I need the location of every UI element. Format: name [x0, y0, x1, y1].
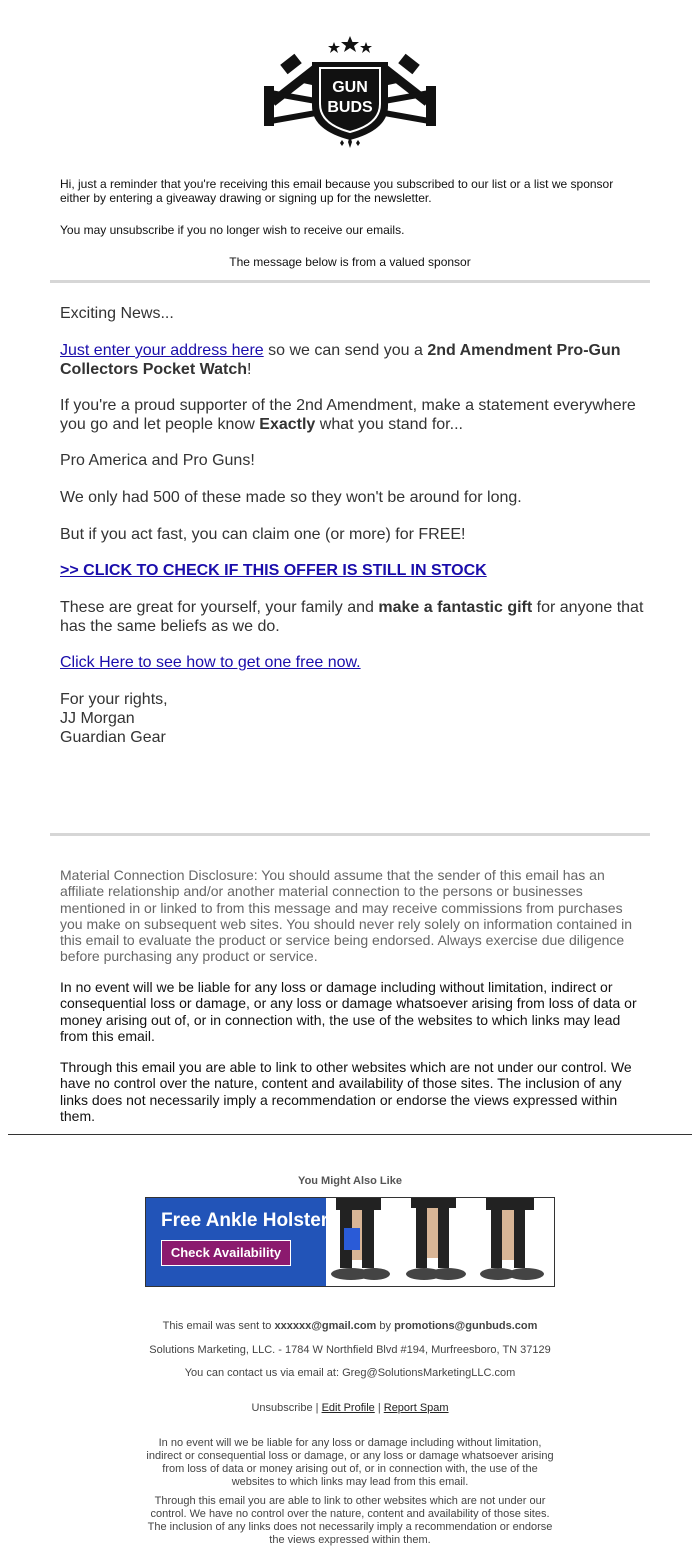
check-availability-button[interactable]: Check Availability: [161, 1240, 291, 1266]
recipient-email: xxxxxx@gmail.com: [274, 1320, 377, 1332]
divider-top: [50, 280, 650, 283]
paragraph-3: Pro America and Pro Guns!: [60, 452, 255, 469]
sent-to-line: [140, 1320, 560, 1333]
link-separator: |: [374, 1402, 384, 1414]
subscription-notice: Hi, just a reminder that you're receiving this email because you subscribed to our list or a list we sponsor either by entering a giveaway drawing or signing up for the newsletter.: [60, 177, 614, 205]
also-like-heading: You Might Also Like: [298, 1175, 402, 1187]
material-disclosure: Material Connection Disclosure: You should assume that the sender of this email has an affiliate relationship and/or another material connection to the persons or businesses mentioned in or linked to from this message and may receive commissions from purchases you make on subsequent web sites. You should never rely solely on information contained in this email to evaluate the product or service being endorsed. Always exercise due diligence before purchasing any product or service.: [60, 867, 633, 965]
footer-links-disclaimer: Through this email you are able to link to other websites which are not under our control. We have no control over the nature, content and availability of those sites. The inclusion of any links does not necessarily imply a recommendation or endorse the views expressed within them.: [147, 1495, 553, 1546]
p1-bold: 2nd Amendment Pro-Gun Collectors Pocket Watch: [60, 342, 621, 378]
edit-profile-link[interactable]: Edit Profile: [321, 1402, 375, 1414]
p2-bold: Exactly: [259, 416, 316, 433]
contact-line: You can contact us via email at: Greg@SolutionsMarketingLLC.com: [184, 1367, 516, 1379]
external-links-disclaimer: Through this email you are able to link to other websites which are not under our control. We have no control over the nature, content and availability of those sites. The inclusion of any links does not necessarily imply a recommendation or endorse the views expressed within them.: [60, 1059, 632, 1124]
gun-buds-logo: [262, 18, 438, 150]
sponsor-notice: The message below is from a valued sponsor: [229, 255, 471, 269]
message-heading: Exciting News...: [60, 305, 174, 322]
p2-end: what you stand for...: [315, 416, 463, 433]
footer-separator: [8, 1134, 692, 1135]
banner-title: Free Ankle Holster: [161, 1210, 329, 1231]
logo-text-buds: BUDS: [327, 99, 373, 116]
unsubscribe-notice: You may unsubscribe if you no longer wish to receive our emails.: [60, 223, 405, 237]
link-separator: |: [312, 1402, 322, 1414]
paragraph-6: [60, 598, 650, 636]
p1-end: !: [247, 361, 252, 378]
liability-disclaimer: In no event will we be liable for any loss or damage including without limitation, indirect or consequential loss or damage, or any loss or damage whatsoever arising from loss of data or money arising out of, or in connection with, the use of the websites to which links may lead from this email.: [60, 979, 637, 1044]
signature-company: Guardian Gear: [60, 729, 166, 746]
divider-bottom: [50, 833, 650, 836]
report-spam-link[interactable]: Report Spam: [383, 1402, 449, 1414]
footer-liability: In no event will we be liable for any loss or damage including without limitation, indirect or consequential loss or damage, or any loss or damage whatsoever arising from loss of data or money arising out of, or in connection with, the use of the websites to which links may lead from this email.: [146, 1437, 554, 1488]
unsubscribe-link[interactable]: Unsubscribe: [251, 1402, 313, 1414]
p6-end: for anyone that has the same beliefs as we do.: [60, 599, 644, 635]
paragraph-5: But if you act fast, you can claim one (or more) for FREE!: [60, 526, 466, 543]
sent-mid: by: [376, 1320, 395, 1332]
signature-name: JJ Morgan: [60, 710, 135, 727]
sender-email: promotions@gunbuds.com: [394, 1320, 538, 1332]
p6-start: These are great for yourself, your family and: [60, 599, 379, 616]
p6-bold: make a fantastic gift: [378, 599, 533, 616]
get-one-free-link[interactable]: Click Here to see how to get one free now.: [60, 654, 361, 671]
p2-start: If you're a proud supporter of the 2nd Amendment, make a statement everywhere you go and let people know: [60, 397, 636, 433]
paragraph-2: [60, 396, 650, 434]
check-stock-link[interactable]: >> CLICK TO CHECK IF THIS OFFER IS STILL IN STOCK: [60, 562, 487, 579]
ankle-holster-banner[interactable]: [145, 1197, 555, 1287]
logo-text-gun: GUN: [332, 79, 368, 96]
footer-links: [140, 1402, 560, 1415]
paragraph-1: [60, 341, 650, 379]
enter-address-link[interactable]: Just enter your address here: [60, 342, 264, 359]
p1-text: so we can send you a: [263, 342, 428, 359]
paragraph-4: We only had 500 of these made so they won't be around for long.: [60, 489, 522, 506]
ankle-holster-photo: [326, 1198, 554, 1286]
signature-line-1: For your rights,: [60, 691, 168, 708]
company-address: Solutions Marketing, LLC. - 1784 W Northfield Blvd #194, Murfreesboro, TN 37129: [149, 1344, 551, 1356]
sent-prefix: This email was sent to: [162, 1320, 275, 1332]
signature: [60, 690, 650, 747]
